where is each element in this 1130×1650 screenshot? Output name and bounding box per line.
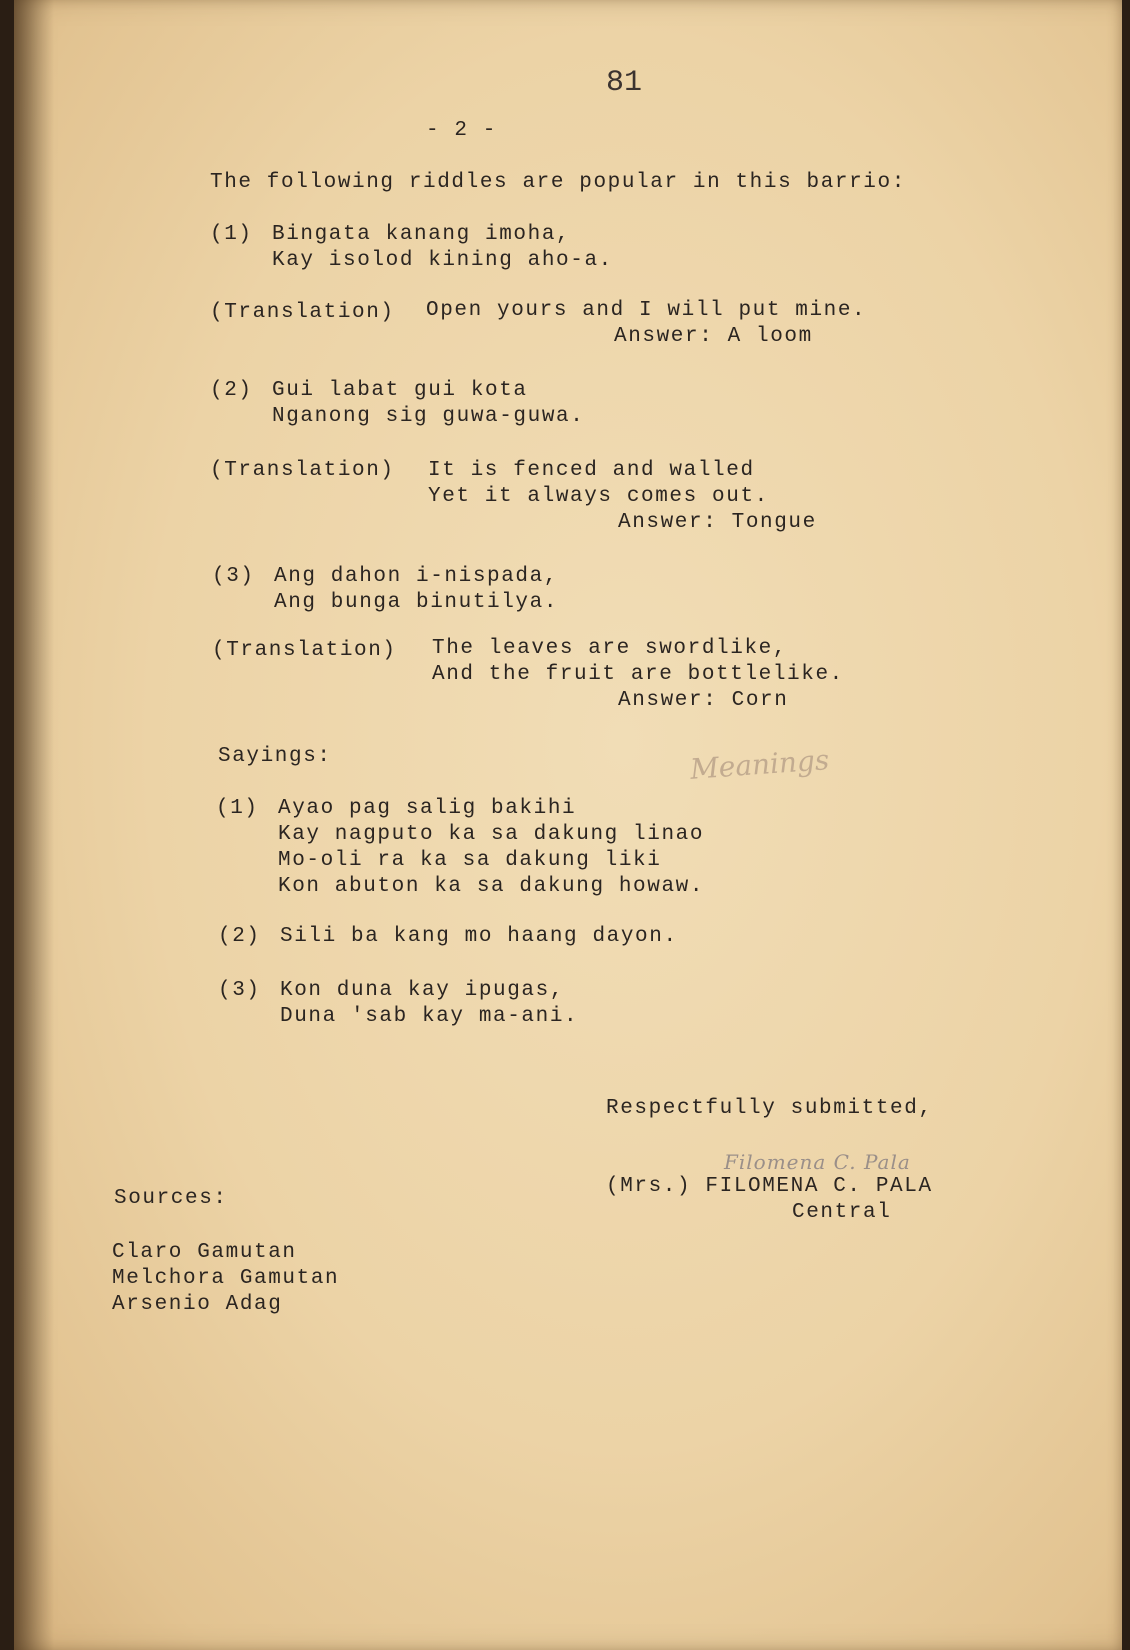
closing: Respectfully submitted,: [606, 1097, 933, 1120]
source-item: Melchora Gamutan: [112, 1267, 340, 1290]
sources-heading: Sources:: [114, 1187, 228, 1210]
riddle-2-line-1: Gui labat gui kota: [272, 379, 528, 402]
binding-shadow: [14, 0, 54, 1650]
riddle-3-number: (3): [212, 565, 255, 588]
intro-line: The following riddles are popular in this barrio:: [210, 171, 906, 194]
riddle-2-answer: Answer: Tongue: [618, 511, 817, 534]
riddle-1-number: (1): [210, 223, 253, 246]
handwritten-signature: Filomena C. Pala: [724, 1150, 911, 1174]
saying-3-line-1: Kon duna kay ipugas,: [280, 979, 565, 1002]
typed-signature: (Mrs.) FILOMENA C. PALA: [606, 1175, 933, 1198]
riddle-1-line-2: Kay isolod kining aho-a.: [272, 249, 613, 272]
saying-1-line-3: Mo-oli ra ka sa dakung liki: [278, 849, 662, 872]
riddle-3-translation-line-2: And the fruit are bottlelike.: [432, 663, 844, 686]
riddle-3-translation-line-1: The leaves are swordlike,: [432, 637, 788, 660]
source-item: Arsenio Adag: [112, 1293, 283, 1316]
source-item: Claro Gamutan: [112, 1241, 297, 1264]
school-name: Central: [792, 1201, 892, 1224]
riddle-2-line-2: Nganong sig guwa-guwa.: [272, 405, 585, 428]
saying-1-line-4: Kon abuton ka sa dakung howaw.: [278, 875, 705, 898]
riddle-3-line-1: Ang dahon i-nispada,: [274, 565, 559, 588]
riddle-2-translation-line-2: Yet it always comes out.: [428, 485, 769, 508]
riddle-1-translation-line-1: Open yours and I will put mine.: [426, 299, 867, 322]
saying-2-line-1: Sili ba kang mo haang dayon.: [280, 925, 678, 948]
saying-1-line-2: Kay nagputo ka sa dakung linao: [278, 823, 705, 846]
riddle-3-answer: Answer: Corn: [618, 689, 789, 712]
riddle-1-answer: Answer: A loom: [614, 325, 813, 348]
saying-1-line-1: Ayao pag salig bakihi: [278, 797, 577, 820]
sayings-heading: Sayings:: [218, 745, 332, 768]
saying-3-line-2: Duna 'sab kay ma-ani.: [280, 1005, 579, 1028]
saying-2-number: (2): [218, 925, 261, 948]
page-number: 81: [606, 66, 643, 100]
riddle-1-translation-label: (Translation): [210, 301, 395, 324]
saying-3-number: (3): [218, 979, 261, 1002]
riddle-2-translation-line-1: It is fenced and walled: [428, 459, 755, 482]
handwritten-note: Meanings: [689, 743, 831, 786]
riddle-1-line-1: Bingata kanang imoha,: [272, 223, 571, 246]
riddle-3-line-2: Ang bunga binutilya.: [274, 591, 559, 614]
section-number: - 2 -: [426, 119, 498, 142]
saying-1-number: (1): [216, 797, 259, 820]
riddle-3-translation-label: (Translation): [212, 639, 397, 662]
riddle-2-translation-label: (Translation): [210, 459, 395, 482]
riddle-2-number: (2): [210, 379, 253, 402]
